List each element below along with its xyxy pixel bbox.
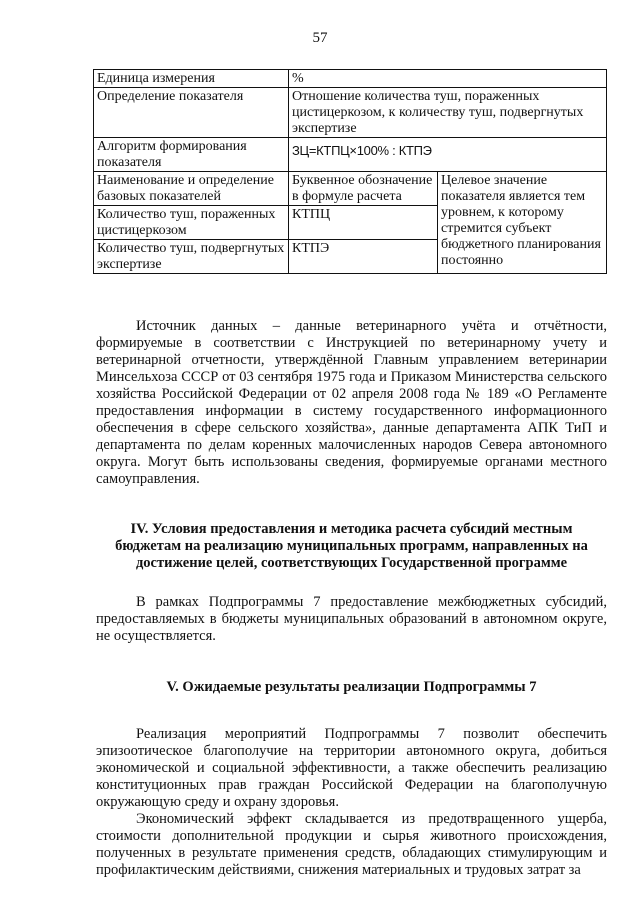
unit-label: Единица измерения bbox=[94, 70, 289, 88]
table-row bbox=[94, 172, 607, 206]
section-4-title: IV. Условия предоставления и методика расчета субсидий местным бюджетам на реализацию муниципальных программ, направленных на достижение целей, соответствующих Государственной программе bbox=[115, 521, 588, 571]
header-letter-designation: Буквенное обозначение в формуле расчета bbox=[289, 172, 438, 206]
formula: ЗЦ=КТПЦ×100% : КТПЭ bbox=[289, 138, 607, 172]
page-number: 57 bbox=[312, 30, 328, 46]
row-code: КТПЭ bbox=[289, 240, 438, 274]
section-5-title: V. Ожидаемые результаты реализации Подпрограммы 7 bbox=[166, 679, 537, 695]
row-name: Количество туш, подвергнутых экспертизе bbox=[94, 240, 289, 274]
header-base-name: Наименование и определение базовых показателей bbox=[94, 172, 289, 206]
algorithm-label: Алгоритм формирования показателя bbox=[94, 138, 289, 172]
row-name: Количество туш, пораженных цистицеркозом bbox=[94, 206, 289, 240]
table-row bbox=[94, 88, 607, 138]
section-5-paragraph-2: Экономический эффект складывается из предотвращенного ущерба, стоимости дополнительной продукции и сырья животного происхождения, полученных в результате применения средств, обладающих стимулирующим и профилактическим действиями, снижения материальных и трудовых затрат за bbox=[96, 811, 607, 878]
section-5-paragraph-1: Реализация мероприятий Подпрограммы 7 позволит обеспечить эпизоотическое благополучие на территории автономного округа, добиться экономической и социальной эффективности, а также обеспечить реализацию конституционных прав граждан Российской Федерации на благополучную окружающую среду и охрану здоровья. bbox=[96, 726, 607, 810]
unit-value: % bbox=[289, 70, 607, 88]
table-row bbox=[94, 70, 607, 88]
document-body bbox=[96, 318, 607, 879]
row-code: КТПЦ bbox=[289, 206, 438, 240]
source-paragraph: Источник данных – данные ветеринарного учёта и отчётности, формируемые в соответствии с Инструкцией по ветеринарному учету и ветеринарной отчетности, утверждённой Главным управлением ветеринарии Минсельхоза СССР от 03 сентября 1975 года и Приказом Министерства сельского хозяйства Российской Федерации от 02 апреля 2008 года № 189 «О Регламенте предоставления информации в систему государственного информационного обеспечения в сфере сельского хозяйства», данные департамента АПК ТиП и департамента по делам коренных малочисленных народов Севера автономного округа. Могут быть использованы сведения, формируемые органами местного самоуправления. bbox=[96, 318, 607, 487]
section-4-paragraph: В рамках Подпрограммы 7 предоставление межбюджетных субсидий, предоставляемых в бюджеты муниципальных образований в автономном округе, не осуществляется. bbox=[96, 594, 607, 644]
definition-label: Определение показателя bbox=[94, 88, 289, 138]
header-target-value: Целевое значение показателя является тем уровнем, к которому стремится субъект бюджетного планирования постоянно bbox=[438, 172, 607, 274]
indicator-table bbox=[93, 69, 607, 274]
definition-value: Отношение количества туш, пораженных цистицеркозом, к количеству туш, подвергнутых экспертизе bbox=[289, 88, 607, 138]
table-row bbox=[94, 138, 607, 172]
